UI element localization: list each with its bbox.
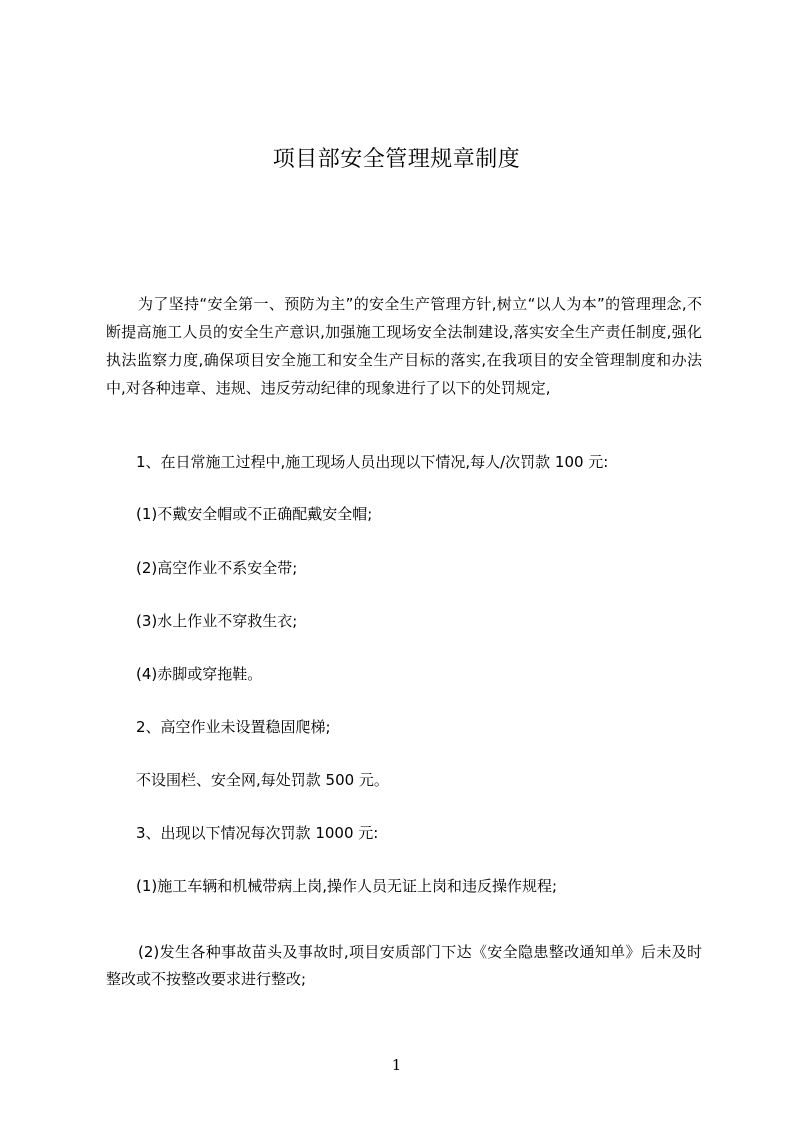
rule-1-item-1: (1)不戴安全帽或不正确配戴安全帽; bbox=[136, 505, 373, 523]
rule-1-item-3: (3)水上作业不穿救生衣; bbox=[136, 612, 298, 630]
document-title: 项目部安全管理规章制度 bbox=[272, 147, 521, 172]
rule-1: 1、在日常施工过程中,施工现场人员出现以下情况,每人/次罚款 100 元: bbox=[136, 453, 609, 471]
rule-1-item-4: (4)赤脚或穿拖鞋。 bbox=[136, 665, 263, 683]
rule-2: 2、高空作业未设置稳固爬梯; bbox=[136, 718, 331, 736]
rule-3: 3、出现以下情况每次罚款 1000 元: bbox=[136, 824, 379, 842]
page-number: 1 bbox=[391, 1056, 402, 1074]
rule-2-item-1: 不设围栏、安全网,每处罚款 500 元。 bbox=[136, 771, 389, 789]
intro-paragraph: 为了坚持“安全第一、预防为主”的安全生产管理方针,树立“以人为本”的管理理念,不断提高施工人员的安全生产意识,加强施工现场安全法制建设,落实安全生产责任制度,强化执法监察力度,确保项目安全施工和安全生产目标的落实,在我项目的安全管理制度和办法中,对各种违章、违规、违反劳动纪律的现象进行了以下的处罚规定, bbox=[106, 295, 702, 397]
rule-3-item-1: (1)施工车辆和机械带病上岗,操作人员无证上岗和违反操作规程; bbox=[136, 877, 558, 895]
rule-3-item-2: (2)发生各种事故苗头及事故时,项目安质部门下达《安全隐患整改通知单》后未及时整改或不按整改要求进行整改; bbox=[106, 943, 702, 988]
rule-1-item-2: (2)高空作业不系安全带; bbox=[136, 559, 298, 577]
